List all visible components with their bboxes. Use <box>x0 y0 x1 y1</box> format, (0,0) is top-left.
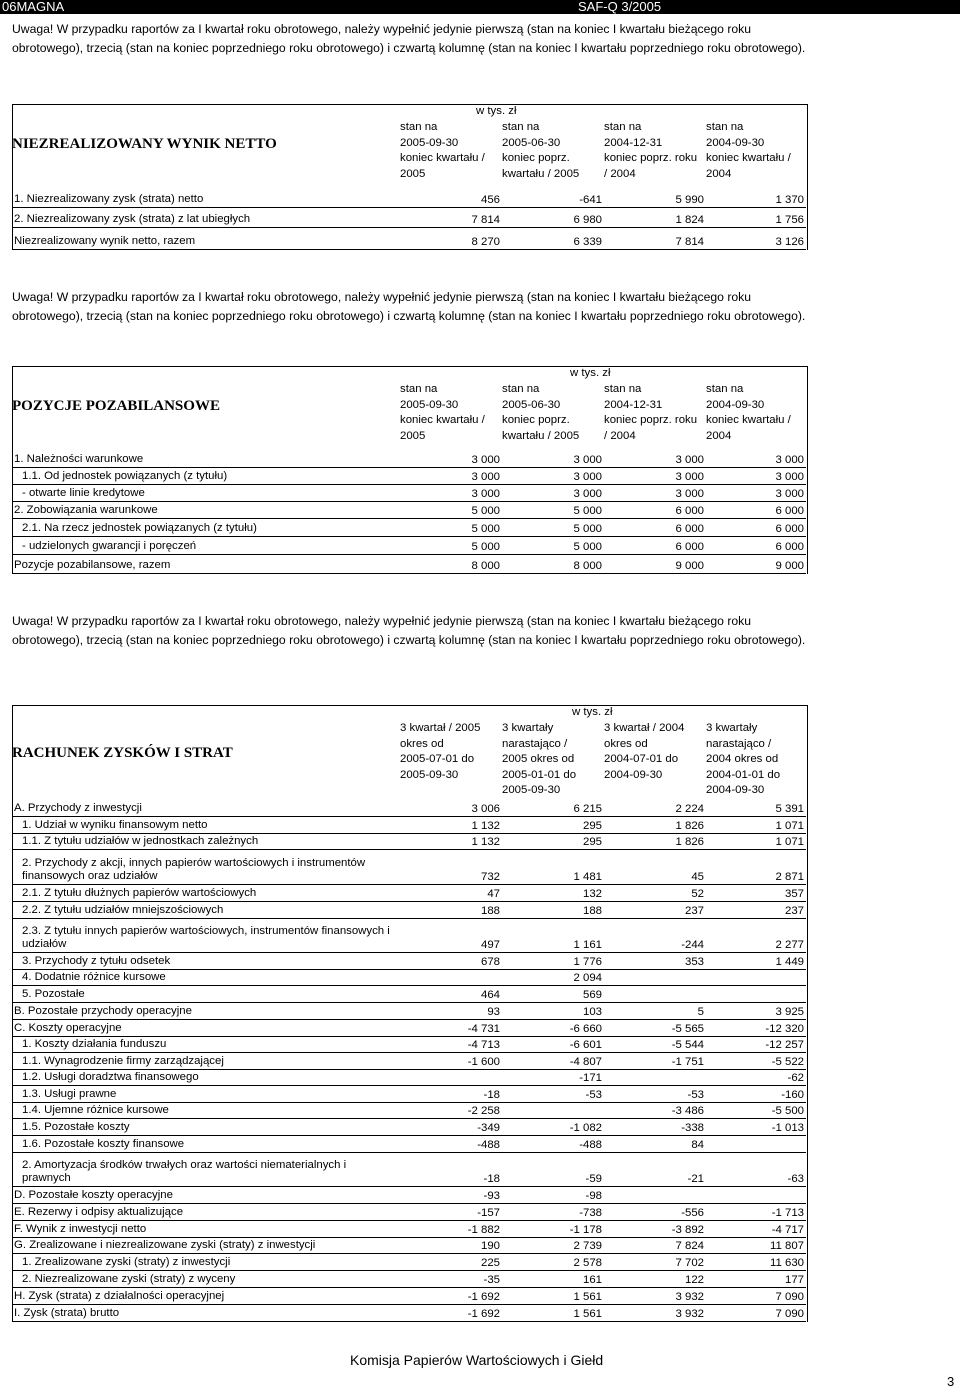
row-value: 7 814 <box>471 214 500 226</box>
row-value: 497 <box>480 939 500 951</box>
row-value: 3 000 <box>573 471 602 483</box>
row-value: 132 <box>582 888 602 900</box>
row-value: -488 <box>477 1139 500 1151</box>
row-label: 1.2. Usługi doradztwa finansowego <box>22 1071 199 1083</box>
unit-label: w tys. zł <box>476 105 517 117</box>
table-row <box>12 1220 806 1238</box>
table-row <box>12 1203 806 1221</box>
row-value: 3 006 <box>471 803 500 815</box>
row-value: 1 826 <box>675 820 704 832</box>
row-value: -338 <box>681 1122 704 1134</box>
row-label: 2. Niezrealizowane zyski (straty) z wyceny <box>22 1273 236 1285</box>
row-value: -160 <box>781 1089 804 1101</box>
row-value: 1 826 <box>675 836 704 848</box>
row-value: -157 <box>477 1207 500 1219</box>
row-label: 1. Koszty działania funduszu <box>22 1038 167 1050</box>
row-value: 45 <box>691 871 704 883</box>
row-value: -53 <box>585 1089 602 1101</box>
row-value: 7 814 <box>675 236 704 248</box>
row-value: 7 824 <box>675 1240 704 1252</box>
row-value: 6 980 <box>573 214 602 226</box>
column-header: stan na 2004-09-30 koniec kwartału / 2004 <box>706 121 791 180</box>
row-value: 3 000 <box>775 488 804 500</box>
row-value: -98 <box>585 1190 602 1202</box>
table-row <box>12 536 806 555</box>
row-value: -1 013 <box>771 1122 804 1134</box>
row-label: 1. Zrealizowane zyski (straty) z inwestycji <box>22 1256 231 1268</box>
row-value: -63 <box>787 1173 804 1185</box>
row-value: -93 <box>483 1190 500 1202</box>
row-value: -4 713 <box>467 1039 500 1051</box>
table-row <box>12 1118 806 1136</box>
row-value: -12 320 <box>765 1023 804 1035</box>
row-value: -244 <box>681 939 704 951</box>
row-value: 357 <box>784 888 804 900</box>
row-value: 8 000 <box>573 560 602 572</box>
table-row <box>12 1253 806 1271</box>
row-label: 2. Zobowiązania warunkowe <box>14 504 158 516</box>
row-value: 11 807 <box>770 1240 804 1252</box>
column-header: stan na 2005-09-30 koniec kwartału / 2005 <box>400 121 485 180</box>
row-value: 5 000 <box>471 523 500 535</box>
row-value: 7 090 <box>775 1291 804 1303</box>
row-value: 732 <box>480 871 500 883</box>
row-value: -738 <box>579 1207 602 1219</box>
table-row <box>12 188 806 208</box>
row-value: -18 <box>483 1173 500 1185</box>
row-value: -1 692 <box>467 1291 500 1303</box>
row-value: 3 000 <box>471 488 500 500</box>
row-value: 1 370 <box>775 194 804 206</box>
column-header: 3 kwartały narastająco / 2004 okres od 2004-01-01 do 2004-09-30 <box>706 722 781 796</box>
footer-text: Komisja Papierów Wartościowych i Giełd <box>350 1352 604 1368</box>
row-value: 2 871 <box>775 871 804 883</box>
row-value: 1 776 <box>573 956 602 968</box>
row-value: 3 000 <box>471 471 500 483</box>
table-row <box>12 1069 806 1086</box>
row-value: 6 339 <box>573 236 602 248</box>
row-value: -35 <box>483 1274 500 1286</box>
table-row <box>12 484 806 502</box>
row-value: 8 270 <box>471 236 500 248</box>
column-header: 3 kwartał / 2004 okres od 2004-07-01 do 2004-09-30 <box>604 722 685 781</box>
row-value: 3 000 <box>573 454 602 466</box>
column-header: stan na 2004-12-31 koniec poprz. roku / 2004 <box>604 121 698 180</box>
row-value: 3 000 <box>675 454 704 466</box>
table-row <box>12 884 806 902</box>
row-label: H. Zysk (strata) z działalności operacyjnej <box>14 1290 225 1302</box>
row-label: 1.5. Pozostałe koszty <box>22 1121 130 1133</box>
table-row <box>12 849 806 885</box>
table-row <box>12 1287 806 1305</box>
row-value: 2 739 <box>573 1240 602 1252</box>
row-value: 190 <box>480 1240 500 1252</box>
row-value: 1 824 <box>675 214 704 226</box>
row-value: -62 <box>787 1072 804 1084</box>
row-value: 1 756 <box>775 214 804 226</box>
table-row <box>12 518 806 537</box>
row-value: 6 000 <box>675 505 704 517</box>
row-value: 3 000 <box>675 471 704 483</box>
row-value: 103 <box>582 1006 602 1018</box>
instruction-note: Uwaga! W przypadku raportów za I kwartał roku obrotowego, należy wypełnić jedynie pierwszą (stan na koniec I kwartału bieżącego roku obrotowego), trzecią (stan na koniec poprzedniego roku obrotowego) i czwartą kolumnę (stan na koniec I kwartału poprzedniego roku obrotowego). <box>12 290 806 323</box>
table-row <box>12 969 806 986</box>
row-value: -488 <box>579 1139 602 1151</box>
table-row <box>12 1270 806 1288</box>
row-value: -59 <box>585 1173 602 1185</box>
row-label: 3. Przychody z tytułu odsetek <box>22 955 171 967</box>
row-value: 1 481 <box>573 871 602 883</box>
row-value: 5 990 <box>675 194 704 206</box>
row-value: -18 <box>483 1089 500 1101</box>
row-value: -1 600 <box>467 1056 500 1068</box>
row-value: -5 522 <box>771 1056 804 1068</box>
row-value: -349 <box>477 1122 500 1134</box>
table-row <box>12 450 806 468</box>
table-row <box>12 1019 806 1037</box>
row-label: 1.3. Usługi prawne <box>22 1088 117 1100</box>
row-value: 3 000 <box>775 454 804 466</box>
row-value: 161 <box>582 1274 602 1286</box>
table-row <box>12 1085 806 1103</box>
row-value: 8 000 <box>471 560 500 572</box>
row-value: 188 <box>480 905 500 917</box>
row-value: 177 <box>784 1274 804 1286</box>
row-label: - otwarte linie kredytowe <box>22 487 145 499</box>
row-value: 9 000 <box>775 560 804 572</box>
table-row <box>12 816 806 834</box>
row-value: -556 <box>681 1207 704 1219</box>
table-row <box>12 1237 806 1254</box>
row-value: -4 731 <box>467 1023 500 1035</box>
unit-label: w tys. zł <box>570 367 611 379</box>
row-value: 1 132 <box>471 836 500 848</box>
row-label: 1.1. Z tytułu udziałów w jednostkach zależnych <box>22 835 259 847</box>
row-label: 5. Pozostałe <box>22 988 85 1000</box>
row-value: 5 391 <box>775 803 804 815</box>
row-value: 2 094 <box>573 972 602 984</box>
row-value: 7 702 <box>675 1257 704 1269</box>
table-row <box>12 467 806 485</box>
table-row <box>12 1135 806 1153</box>
column-header: 3 kwartały narastająco / 2005 okres od 2005-01-01 do 2005-09-30 <box>502 722 577 796</box>
report-code: SAF-Q 3/2005 <box>578 0 662 14</box>
row-label: 4. Dodatnie różnice kursowe <box>22 971 166 983</box>
row-label: Pozycje pozabilansowe, razem <box>14 559 171 571</box>
column-header: stan na 2004-12-31 koniec poprz. roku / 2004 <box>604 383 698 442</box>
table-title: NIEZREALIZOWANY WYNIK NETTO <box>12 136 277 152</box>
table-title: RACHUNEK ZYSKÓW I STRAT <box>12 745 233 761</box>
column-header: stan na 2005-06-30 koniec poprz. kwartału / 2005 <box>502 121 580 180</box>
row-value: 47 <box>487 888 500 900</box>
table-row <box>12 554 806 574</box>
row-value: 84 <box>691 1139 704 1151</box>
unrealized-result-table <box>12 104 806 249</box>
row-value: 237 <box>684 905 704 917</box>
table-row <box>12 207 806 228</box>
row-value: 9 000 <box>675 560 704 572</box>
row-value: 225 <box>480 1257 500 1269</box>
row-value: 1 071 <box>775 820 804 832</box>
income-statement-table <box>12 705 806 1321</box>
row-label: 2.3. Z tytułu innych papierów wartościowych, instrumentów finansowych i udziałów <box>22 925 390 950</box>
table-row <box>12 501 806 519</box>
row-label: 2. Przychody z akcji, innych papierów wartościowych i instrumentów finansowych oraz udziałów <box>22 857 366 882</box>
row-value: -3 486 <box>671 1105 704 1117</box>
row-value: 6 000 <box>775 523 804 535</box>
table-row <box>12 1052 806 1070</box>
row-label: - udzielonych gwarancji i poręczeń <box>22 540 197 552</box>
row-label: D. Pozostałe koszty operacyjne <box>14 1189 173 1201</box>
company-code: 06MAGNA <box>2 0 65 14</box>
row-value: 1 071 <box>775 836 804 848</box>
row-value: 295 <box>582 820 602 832</box>
row-value: 2 224 <box>675 803 704 815</box>
row-value: 5 000 <box>573 523 602 535</box>
row-value: 5 000 <box>573 541 602 553</box>
row-value: -3 892 <box>671 1224 704 1236</box>
table-title: POZYCJE POZABILANSOWE <box>12 398 220 414</box>
row-value: 1 561 <box>573 1291 602 1303</box>
column-header: stan na 2004-09-30 koniec kwartału / 2004 <box>706 383 791 442</box>
row-label: 1. Należności warunkowe <box>14 453 144 465</box>
row-value: 456 <box>480 194 500 206</box>
row-value: 6 215 <box>573 803 602 815</box>
row-value: -5 500 <box>771 1105 804 1117</box>
instruction-note: Uwaga! W przypadku raportów za I kwartał roku obrotowego, należy wypełnić jedynie pierwszą (stan na koniec I kwartału bieżącego roku obrotowego), trzecią (stan na koniec poprzedniego roku obrotowego) i czwartą kolumnę (stan na koniec I kwartału poprzedniego roku obrotowego). <box>12 22 806 55</box>
row-value: -171 <box>579 1072 602 1084</box>
table-row <box>12 1186 806 1204</box>
row-value: -1 692 <box>467 1308 500 1320</box>
row-value: 353 <box>684 956 704 968</box>
row-value: 678 <box>480 956 500 968</box>
row-label: 1.1. Od jednostek powiązanych (z tytułu) <box>22 470 228 482</box>
row-value: -6 601 <box>569 1039 602 1051</box>
column-header: stan na 2005-09-30 koniec kwartału / 2005 <box>400 383 485 442</box>
row-label: 1.1. Wynagrodzenie firmy zarządzającej <box>22 1055 224 1067</box>
table-row <box>12 799 806 817</box>
column-header: stan na 2005-06-30 koniec poprz. kwartału / 2005 <box>502 383 580 442</box>
row-label: 1. Udział w wyniku finansowym netto <box>22 819 208 831</box>
row-value: -1 178 <box>569 1224 602 1236</box>
row-value: -5 544 <box>671 1039 704 1051</box>
row-value: -1 882 <box>467 1224 500 1236</box>
row-value: 3 000 <box>775 471 804 483</box>
row-label: 2. Niezrealizowany zysk (strata) z lat ubiegłych <box>14 213 251 225</box>
row-label: A. Przychody z inwestycji <box>14 802 142 814</box>
unit-label: w tys. zł <box>572 706 613 718</box>
row-value: 3 000 <box>675 488 704 500</box>
row-value: 6 000 <box>675 541 704 553</box>
row-value: 3 932 <box>675 1291 704 1303</box>
row-value: -1 082 <box>569 1122 602 1134</box>
row-value: 6 000 <box>675 523 704 535</box>
row-value: -1 751 <box>671 1056 704 1068</box>
row-value: 1 161 <box>573 939 602 951</box>
row-value: 1 132 <box>471 820 500 832</box>
row-value: 7 090 <box>775 1308 804 1320</box>
row-label: 2. Amortyzacja środków trwałych oraz wartości niematerialnych i prawnych <box>22 1159 347 1184</box>
row-value: 5 000 <box>471 505 500 517</box>
row-label: 2.1. Na rzecz jednostek powiązanych (z tytułu) <box>22 522 257 534</box>
row-value: 1 561 <box>573 1308 602 1320</box>
row-value: 1 449 <box>775 956 804 968</box>
row-value: 188 <box>582 905 602 917</box>
row-label: Niezrealizowany wynik netto, razem <box>14 235 196 247</box>
row-label: 1.4. Ujemne różnice kursowe <box>22 1104 169 1116</box>
row-label: C. Koszty operacyjne <box>14 1022 122 1034</box>
row-value: 122 <box>684 1274 704 1286</box>
row-value: 5 <box>697 1006 704 1018</box>
table-row <box>12 833 806 850</box>
row-value: 2 578 <box>573 1257 602 1269</box>
row-value: -12 257 <box>765 1039 804 1051</box>
row-label: 2.1. Z tytułu dłużnych papierów wartościowych <box>22 887 257 899</box>
table-row <box>12 1002 806 1020</box>
row-label: 2.2. Z tytułu udziałów mniejszościowych <box>22 904 224 916</box>
column-header: 3 kwartał / 2005 okres od 2005-07-01 do 2005-09-30 <box>400 722 481 781</box>
row-value: 93 <box>487 1006 500 1018</box>
row-value: 569 <box>582 989 602 1001</box>
page-header-bar <box>0 0 960 14</box>
row-value: 5 000 <box>573 505 602 517</box>
row-value: 295 <box>582 836 602 848</box>
row-value: 6 000 <box>775 541 804 553</box>
row-value: 3 932 <box>675 1308 704 1320</box>
table-row <box>12 901 806 919</box>
row-value: 5 000 <box>471 541 500 553</box>
row-value: 464 <box>480 989 500 1001</box>
row-value: -4 807 <box>569 1056 602 1068</box>
row-value: -1 713 <box>771 1207 804 1219</box>
row-label: F. Wynik z inwestycji netto <box>14 1223 147 1235</box>
row-value: 52 <box>691 888 704 900</box>
row-value: 11 630 <box>770 1257 804 1269</box>
row-label: 1. Niezrealizowany zysk (strata) netto <box>14 193 204 205</box>
row-value: -53 <box>687 1089 704 1101</box>
row-value: 3 126 <box>775 236 804 248</box>
row-label: I. Zysk (strata) brutto <box>14 1307 120 1319</box>
off-balance-table <box>12 366 806 573</box>
instruction-note: Uwaga! W przypadku raportów za I kwartał roku obrotowego, należy wypełnić jedynie pierwszą (stan na koniec I kwartału bieżącego roku obrotowego), trzecią (stan na koniec poprzedniego roku obrotowego) i czwartą kolumnę (stan na koniec I kwartału poprzedniego roku obrotowego). <box>12 614 806 647</box>
row-value: 3 000 <box>573 488 602 500</box>
row-value: 3 000 <box>471 454 500 466</box>
row-value: 237 <box>784 905 804 917</box>
row-label: 1.6. Pozostałe koszty finansowe <box>22 1138 185 1150</box>
page-number: 3 <box>947 1374 955 1389</box>
table-row <box>12 1304 806 1322</box>
table-row <box>12 1102 806 1119</box>
row-value: -5 565 <box>671 1023 704 1035</box>
row-value: -641 <box>579 194 602 206</box>
table-row <box>12 952 806 970</box>
row-value: -4 717 <box>771 1224 804 1236</box>
table-row <box>12 1152 806 1187</box>
row-value: -6 660 <box>569 1023 602 1035</box>
row-label: G. Zrealizowane i niezrealizowane zyski (straty) z inwestycji <box>14 1239 316 1251</box>
row-label: E. Rezerwy i odpisy aktualizujące <box>14 1206 184 1218</box>
row-value: 2 277 <box>775 939 804 951</box>
table-row <box>12 227 806 250</box>
table-row <box>12 1036 806 1053</box>
row-value: 6 000 <box>775 505 804 517</box>
row-value: 3 925 <box>775 1006 804 1018</box>
row-label: B. Pozostałe przychody operacyjne <box>14 1005 192 1017</box>
row-value: -2 258 <box>467 1105 500 1117</box>
table-row <box>12 918 806 953</box>
table-row <box>12 985 806 1003</box>
row-value: -21 <box>687 1173 704 1185</box>
